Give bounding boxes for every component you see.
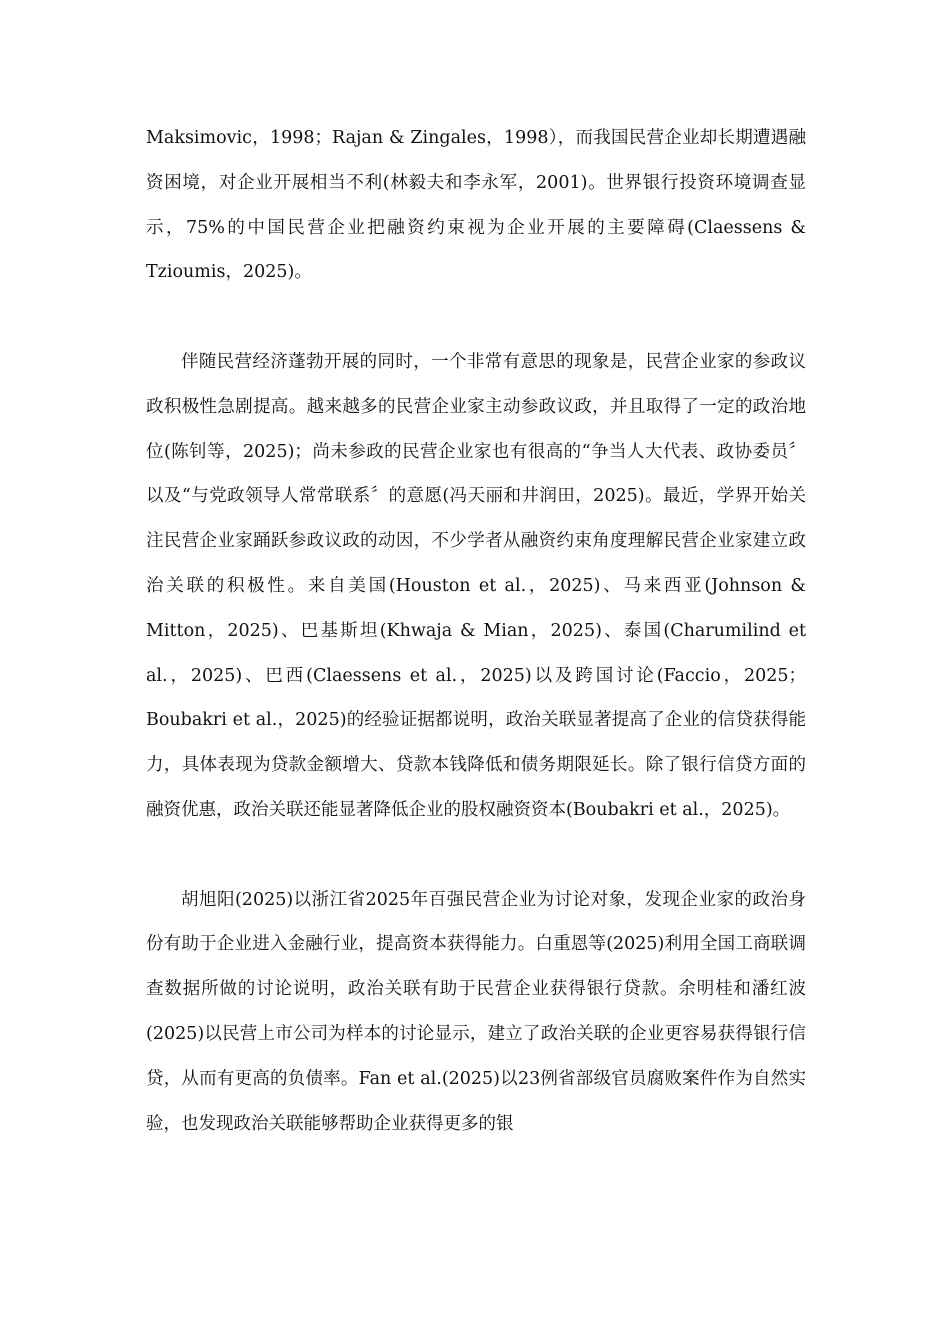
paragraph-1: Maksimovic，1998；Rajan & Zingales，1998），而我国民营企业却长期遭遇融资困境，对企业开展相当不利(林毅夫和李永军，2001)。世界银行投资环境调查显示，75%的中国民营企业把融资约束视为企业开展的主要障碍(Claessens & Tzioumis，2025)。: [146, 128, 806, 283]
document-page: [146, 116, 806, 1146]
paragraph-gap: [146, 833, 806, 878]
paragraph-2: 伴随民营经济蓬勃开展的同时，一个非常有意思的现象是，民营企业家的参政议政积极性急剧提高。越来越多的民营企业家主动参政议政，并且取得了一定的政治地位(陈钊等，2025)；尚未参政的民营企业家也有很高的“争当人大代表、政协委员〞以及“与党政领导人常常联系〞的意愿(冯天丽和井润田，2025)。最近，学界开始关注民营企业家踊跃参政议政的动因，不少学者从融资约束角度理解民营企业家建立政治关联的积极性。来自美国(Houston et al.，2025)、马来西亚(Johnson & Mitton，2025)、巴基斯坦(Khwaja & Mian，2025)、泰国(Charumilind et al.，2025)、巴西(Claessens et al.，2025)以及跨国讨论(Faccio，2025；Boubakri et al.，2025)的经验证据都说明，政治关联显著提高了企业的信贷获得能力，具体表现为贷款金额增大、贷款本钱降低和债务期限延长。除了银行信贷方面的融资优惠，政治关联还能显著降低企业的股权融资资本(Boubakri et al.，2025)。: [146, 351, 806, 820]
paragraph-gap: [146, 295, 806, 340]
paragraph-3: 胡旭阳(2025)以浙江省2025年百强民营企业为讨论对象，发现企业家的政治身份有助于企业进入金融行业，提高资本获得能力。白重恩等(2025)利用全国工商联调查数据所做的讨论说明，政治关联有助于民营企业获得银行贷款。余明桂和潘红波(2025)以民营上市公司为样本的讨论显示，建立了政治关联的企业更容易获得银行信贷，从而有更高的负债率。Fan et al.(2025)以23例省部级官员腐败案件作为自然实验，也发现政治关联能够帮助企业获得更多的银: [146, 889, 806, 1134]
